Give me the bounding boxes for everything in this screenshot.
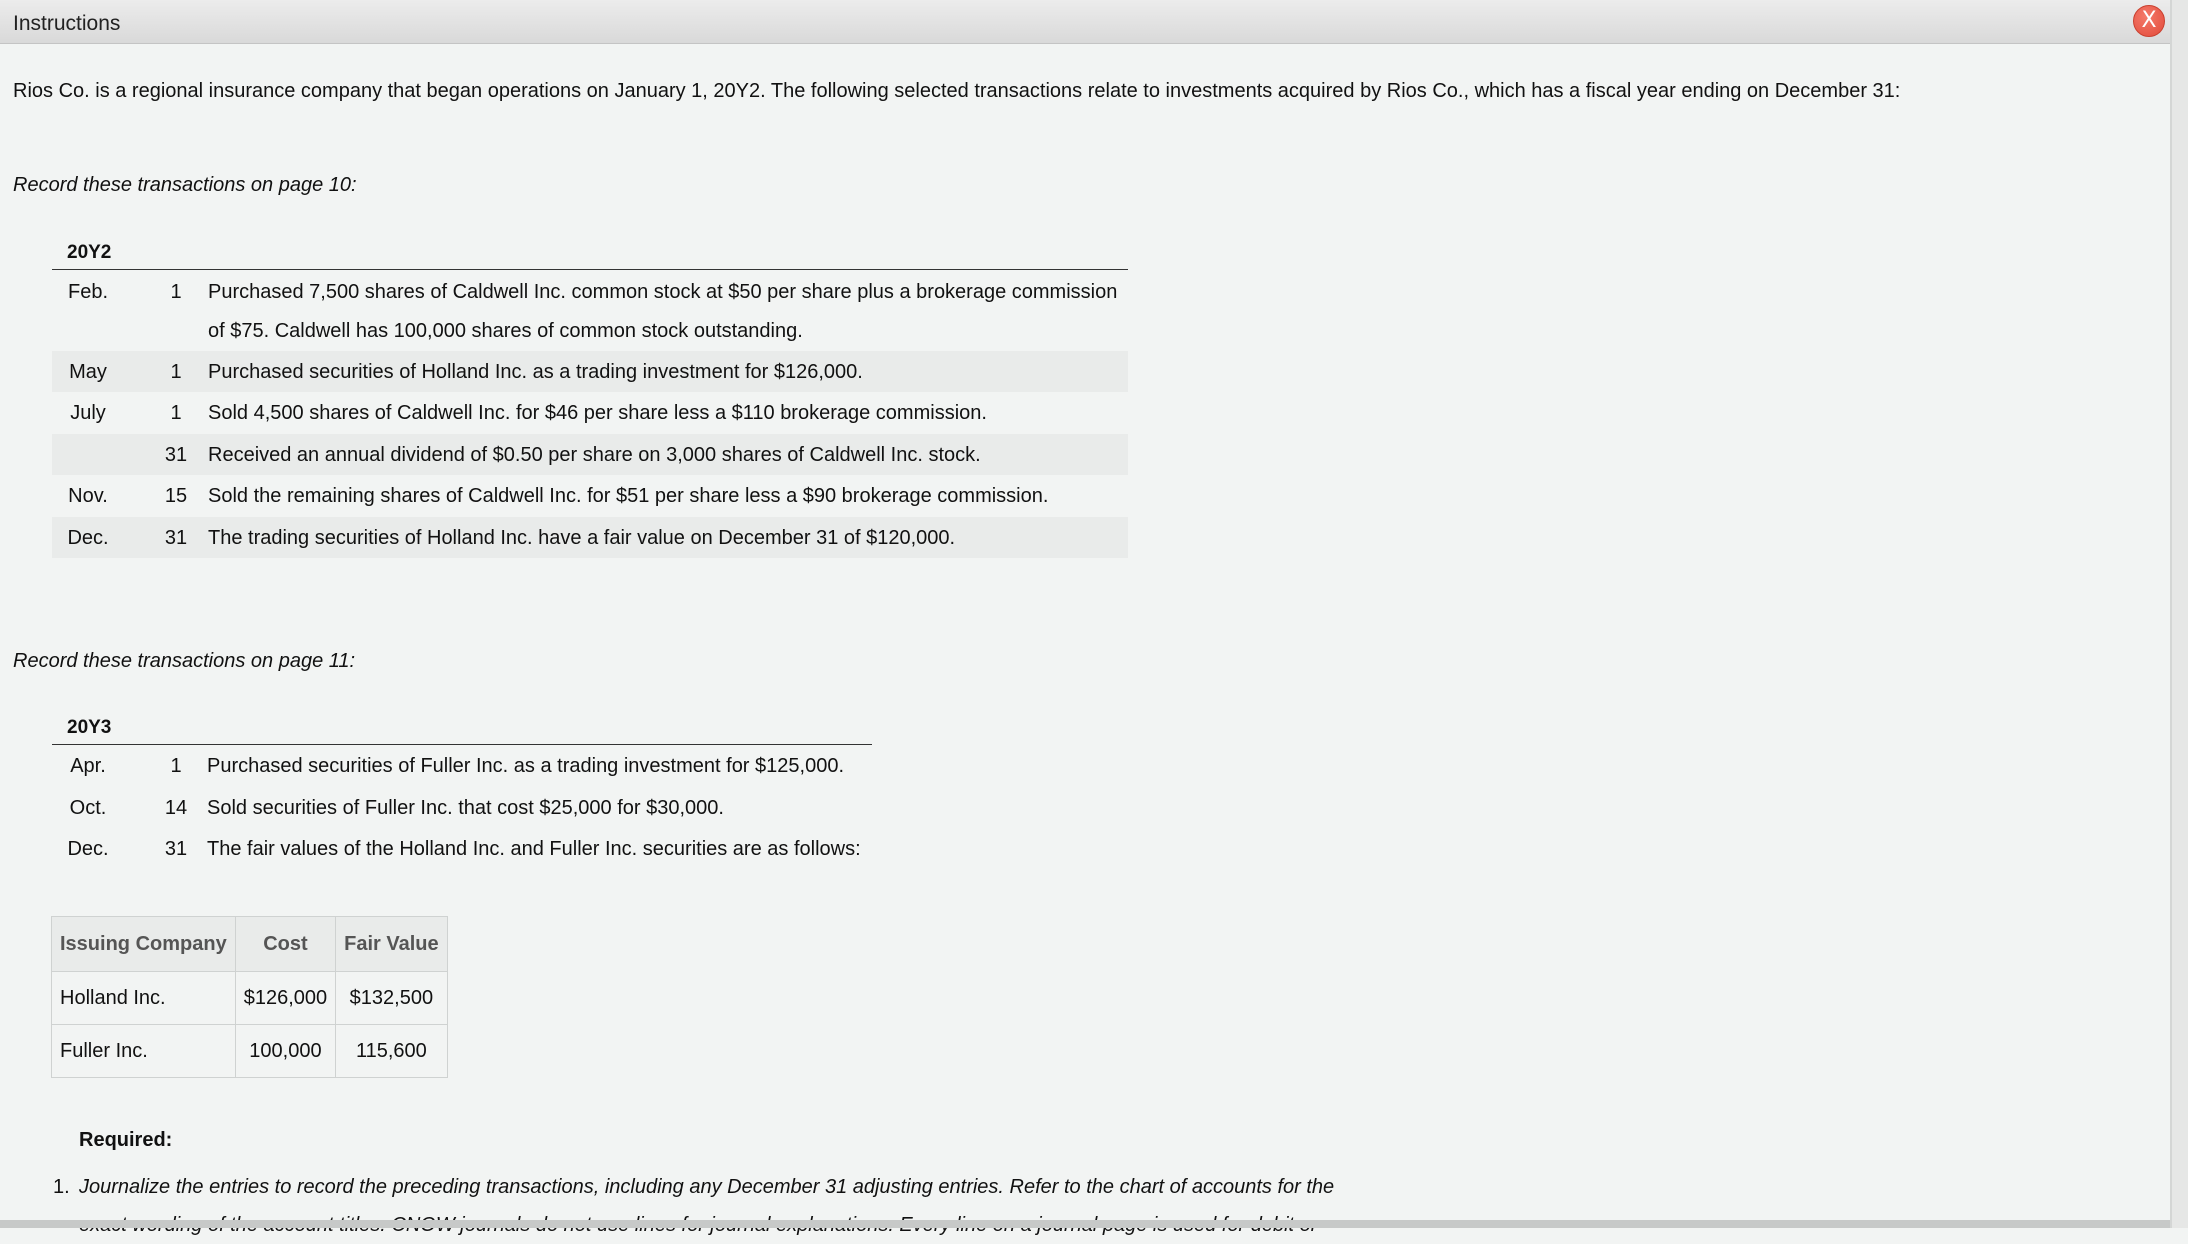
fair-value-cell: $132,500 <box>336 972 448 1025</box>
txn-description: Sold securities of Fuller Inc. that cost $25,000 for $30,000. <box>207 797 724 819</box>
table-header-rule <box>52 269 1128 270</box>
txn-day: 1 <box>170 755 182 777</box>
table-header-row <box>52 917 448 972</box>
transaction-row <box>52 351 1128 392</box>
fair-value-table <box>51 916 448 1078</box>
close-icon[interactable]: X <box>2133 5 2165 37</box>
txn-description: The trading securities of Holland Inc. have a fair value on December 31 of $120,000. <box>208 527 956 549</box>
bottom-edge <box>0 1220 2170 1228</box>
txn-day: 1 <box>170 402 182 424</box>
txn-day: 14 <box>164 797 188 819</box>
page-11-note: Record these transactions on page 11: <box>13 650 356 672</box>
required-item-text: Journalize the entries to record the preceding transactions, including any December 31 adjusting entries. Refer to the chart of accounts for the <box>79 1176 1335 1198</box>
transaction-row <box>52 271 1128 312</box>
vertical-scrollbar[interactable] <box>2170 0 2188 1228</box>
transaction-row <box>52 392 1128 433</box>
window-title: Instructions <box>13 12 121 35</box>
transaction-row <box>52 434 1128 475</box>
txn-description: Received an annual dividend of $0.50 per share on 3,000 shares of Caldwell Inc. stock. <box>208 444 981 466</box>
cost-cell: 100,000 <box>235 1025 335 1078</box>
table-row <box>52 972 448 1025</box>
txn-day: 31 <box>164 444 188 466</box>
txn-day: 1 <box>170 361 182 383</box>
txn-month: Feb. <box>67 281 109 303</box>
txn-month: Apr. <box>70 755 106 777</box>
txn-description: Purchased securities of Fuller Inc. as a trading investment for $125,000. <box>207 755 845 777</box>
txn-month: July <box>70 402 106 424</box>
txn-description: Sold the remaining shares of Caldwell Inc. for $51 per share less a $90 brokerage commission. <box>208 485 1049 507</box>
col-header-issuing-company: Issuing Company <box>52 917 236 972</box>
transaction-row <box>52 745 872 786</box>
transaction-row <box>52 517 1128 558</box>
txn-month: Dec. <box>67 838 109 860</box>
year-20Y2-label: 20Y2 <box>67 242 112 263</box>
transaction-row <box>52 787 872 828</box>
txn-description: Sold 4,500 shares of Caldwell Inc. for $46 per share less a $110 brokerage commission. <box>208 402 987 424</box>
transaction-row <box>52 475 1128 516</box>
txn-day: 31 <box>164 527 188 549</box>
txn-description: Purchased 7,500 shares of Caldwell Inc. common stock at $50 per share plus a brokerage commission <box>208 281 1118 303</box>
col-header-fair-value: Fair Value <box>336 917 448 972</box>
txn-day: 1 <box>170 281 182 303</box>
txn-description: Purchased securities of Holland Inc. as a trading investment for $126,000. <box>208 361 863 383</box>
txn-month: Oct. <box>69 797 107 819</box>
issuing-company-cell: Holland Inc. <box>52 972 236 1025</box>
txn-description: of $75. Caldwell has 100,000 shares of common stock outstanding. <box>208 320 803 342</box>
txn-month: May <box>69 361 107 383</box>
cost-cell: $126,000 <box>235 972 335 1025</box>
col-header-cost: Cost <box>235 917 335 972</box>
fair-value-cell: 115,600 <box>336 1025 448 1078</box>
year-20Y3-label: 20Y3 <box>67 717 112 738</box>
title-bar <box>0 0 2170 44</box>
txn-month: Dec. <box>67 527 109 549</box>
issuing-company-cell: Fuller Inc. <box>52 1025 236 1078</box>
table-row <box>52 1025 448 1078</box>
required-item-number: 1. <box>53 1176 70 1198</box>
transaction-row <box>52 310 1128 351</box>
txn-description: The fair values of the Holland Inc. and Fuller Inc. securities are as follows: <box>207 838 861 860</box>
txn-month: Nov. <box>68 485 108 507</box>
page-10-note: Record these transactions on page 10: <box>13 174 357 196</box>
transaction-row <box>52 828 872 869</box>
txn-day: 15 <box>164 485 188 507</box>
txn-day: 31 <box>164 838 188 860</box>
required-heading: Required: <box>79 1129 173 1151</box>
intro-text: Rios Co. is a regional insurance company that began operations on January 1, 20Y2. The following selected transactions relate to investments acquired by Rios Co., which has a fiscal year ending on December 31: <box>13 80 1901 102</box>
